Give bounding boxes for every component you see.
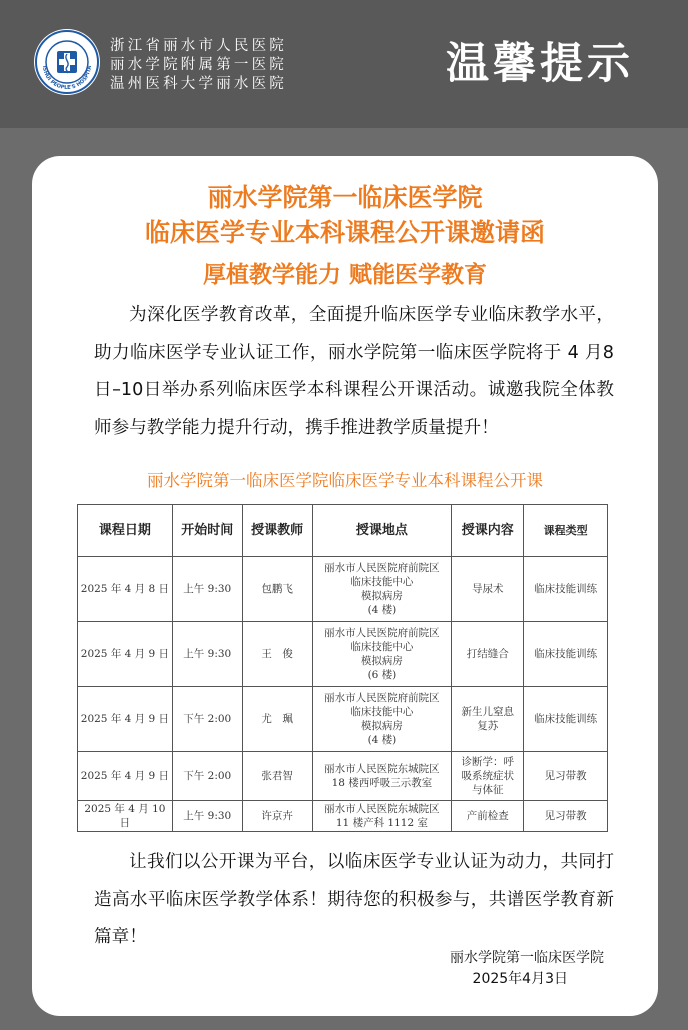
cell-time: 下午 2:00 [172,687,242,752]
header-teacher: 授课教师 [242,505,312,557]
header-content: 授课内容 [452,505,524,557]
header-time: 开始时间 [172,505,242,557]
header-bar [0,0,688,128]
cell-date: 2025 年 4 月 9 日 [78,687,173,752]
table-row [78,687,608,752]
cell-teacher: 许京卉 [242,801,312,832]
header-location: 授课地点 [312,505,452,557]
cell-location: 丽水市人民医院东城院区 11 楼产科 1112 室 [312,801,452,832]
hospital-name-3: 温州医科大学丽水医院 [110,76,287,92]
cell-teacher: 包鹏飞 [242,557,312,622]
closing-paragraph: 让我们以公开课为平台，以临床医学专业认证为动力，共同打造高水平临床医学教学体系！期待您的积极参与，共谱医学教育新篇章！ [94,852,614,947]
cell-date: 2025 年 4 月 9 日 [78,752,173,801]
cell-teacher: 王 俊 [242,622,312,687]
header-date: 课程日期 [78,505,173,557]
cell-time: 上午 9:30 [172,622,242,687]
signature-date: 2025年4月3日 [472,971,568,987]
table-row [78,801,608,832]
cell-type: 临床技能训练 [524,557,608,622]
cell-content: 打结缝合 [452,622,524,687]
schedule-table-title: 丽水学院第一临床医学院临床医学专业本科课程公开课 [147,471,543,490]
hospital-name-1: 浙江省丽水市人民医院 [110,38,287,54]
header-type: 课程类型 [524,505,608,557]
cell-type: 临床技能训练 [524,687,608,752]
cell-content: 新生儿窒息 复苏 [452,687,524,752]
invitation-slogan: 厚植教学能力 赋能医学教育 [202,262,487,288]
cell-location: 丽水市人民医院东城院区 18 楼西呼吸三示教室 [312,752,452,801]
invitation-card [32,156,658,1016]
cell-time: 下午 2:00 [172,752,242,801]
cell-time: 上午 9:30 [172,801,242,832]
cell-location: 丽水市人民医院府前院区 临床技能中心 模拟病房 (6 楼) [312,622,452,687]
cell-content: 导尿术 [452,557,524,622]
invitation-title-line2: 临床医学专业本科课程公开课邀请函 [144,218,545,247]
table-row [78,622,608,687]
cell-content: 产前检查 [452,801,524,832]
page-title: 温馨提示 [446,39,634,89]
cell-date: 2025 年 4 月 8 日 [78,557,173,622]
cell-time: 上午 9:30 [172,557,242,622]
cell-date: 2025 年 4 月 10 日 [78,801,173,832]
cell-type: 见习带教 [524,801,608,832]
hospital-logo [34,29,100,95]
logo-lettering: ISHUI PEOPLE'S HOSPITA [41,65,94,92]
table-header-row [78,505,608,557]
cell-teacher: 张君智 [242,752,312,801]
cell-location: 丽水市人民医院府前院区 临床技能中心 模拟病房 (4 楼) [312,687,452,752]
schedule-table [77,504,608,832]
invitation-title-line1: 丽水学院第一临床医学院 [207,183,483,212]
table-row [78,557,608,622]
intro-paragraph: 为深化医学教育改革，全面提升临床医学专业临床教学水平，助力临床医学专业认证工作，丽水学院第一临床医学院将于 4 月8日–10日举办系列临床医学本科课程公开课活动。诚邀我院全体教师参与教学能力提升行动，携手推进教学质量提升！ [94,305,614,438]
signature-org: 丽水学院第一临床医学院 [450,950,604,966]
cell-type: 临床技能训练 [524,622,608,687]
cell-location: 丽水市人民医院府前院区 临床技能中心 模拟病房 (4 楼) [312,557,452,622]
cell-type: 见习带教 [524,752,608,801]
hospital-names [110,37,287,94]
cell-content: 诊断学：呼 吸系统症状 与体征 [452,752,524,801]
hospital-name-2: 丽水学院附属第一医院 [110,57,287,73]
cell-date: 2025 年 4 月 9 日 [78,622,173,687]
cell-teacher: 尤 珮 [242,687,312,752]
table-row [78,752,608,801]
